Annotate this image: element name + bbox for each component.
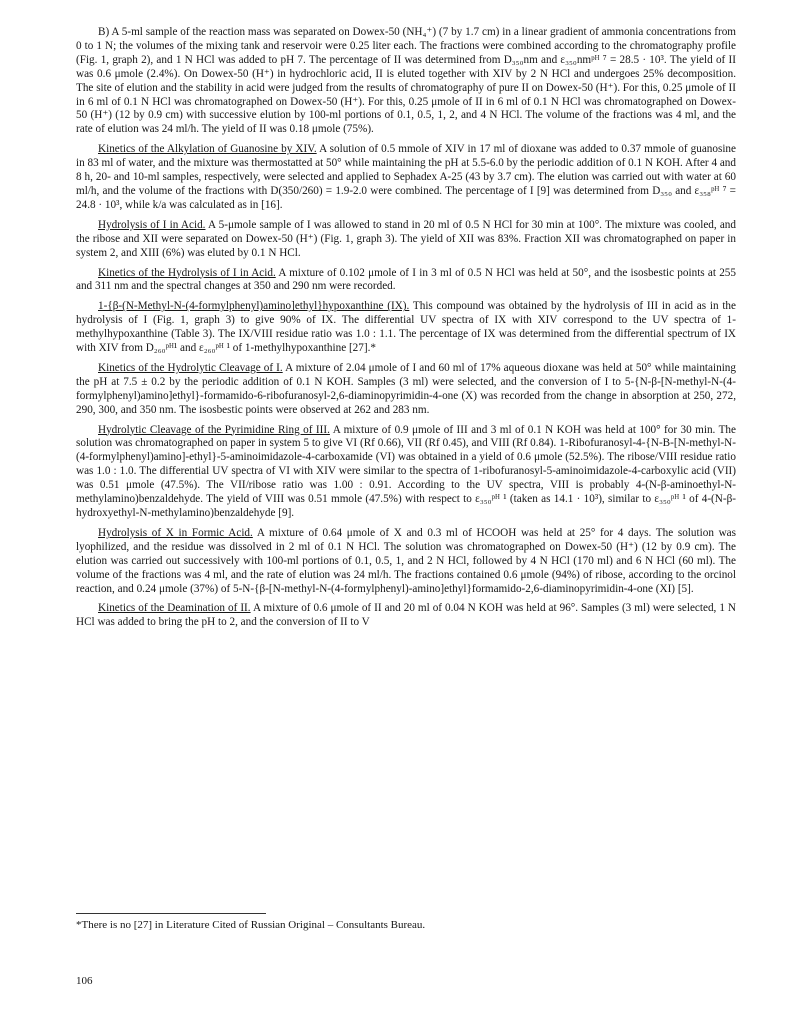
paragraph (76, 26, 736, 137)
paragraph (76, 300, 736, 356)
paragraph (76, 219, 736, 261)
paragraph-text: A 5-μmole sample of I was allowed to stand in 20 ml of 0.5 N HCl for 30 min at 100°. The mixture was cooled, and the ribose and XII were separated on Dowex-50 (H⁺) (Fig. 1, graph 3). The yield of XII was 83%. Fraction XII was chromatographed on paper in system 2, and XIII (6%) was eluted by 0.1 N HCl. (76, 218, 736, 259)
footnote: *There is no [27] in Literature Cited of Russian Original – Consultants Bureau. (76, 919, 426, 931)
paragraph-heading: Kinetics of the Deamination of II. (98, 602, 251, 615)
paragraph-text: A solution of 0.5 mmole of XIV in 17 ml of dioxane was added to 0.37 mmole of guanosine in 83 ml of water, and the mixture was thermostatted at 50° while maintaining the pH at 5.5-6.0 by the periodic addition of 0.1 N KOH. After 4 and 8 h, 20- and 10-ml samples, respectively, were selected and applied to Sephadex A-25 (43 by 3.7 cm). The elution was carried out with water at 60 ml/h, and the volume of the fractions with D(350/260) = 1.9-2.0 were combined. The percentage of I [9] was determined from D₃₅₀ and ε₃₅₈ᵖᴴ ⁷ = 24.8 · 10³, while k/a was calculated as in [16]. (76, 143, 736, 211)
paragraph-text: A mixture of 2.04 μmole of I and 60 ml of 17% aqueous dioxane was held at 50° while maintaining the pH at 7.5 ± 0.2 by the periodic addition of 0.1 N KOH. Samples (3 ml) were selected, and the conversion of I to 5-{N-β-[N-methyl-N-(4-formylphenyl)amino]ethyl}-formamido-6-ribofuranosyl-2,6-diaminopyrimidin-4-one (X) was recorded from the change in absorption at 250, 272, 290, 300, and 350 nm. The isosbestic points were observed at 262 and 283 nm. (76, 361, 736, 416)
paragraph (76, 527, 736, 597)
paragraph-heading: 1-{β-(N-Methyl-N-(4-formylphenyl)amino]ethyl}hypoxanthine (IX). (98, 300, 410, 313)
paragraph-text: A mixture of 0.9 μmole of III and 3 ml of 0.1 N KOH was held at 100° for 30 min. The solution was chromatographed on paper in system 5 to give VI (Rf 0.66), VII (Rf 0.45), and VIII (Rf 0.84). 1-Ribofuranosyl-4-{N-B-[N-methyl-N-(4-formylphenyl)amino]-ethyl}-5-aminoimidazole-4-carboxamide (VI) was obtained in a yield of 0.6 μmole (52.5%). The ribose/VIII residue ratio was 1.0 : 1.0. The differential UV spectra of VI with XIV were similar to the spectra of 1-ribofuranosyl-5-aminoimidazole-4-carboxylic acid (VII) was 0.51 μmole (47.5%). The VII/ribose ratio was 1.00 : 0.91. According to the UV spectra, VIII is probably 4-(N-β-aminoethyl-N-methylamino)benzaldehyde. The yield of VIII was 0.51 mmole (47.5%) with respect to ε₃₅₀ᵖᴴ ¹ (taken as 14.1 · 10³), similar to ε₃₅₀ᵖᴴ ¹ of 4-(N-β-hydroxyethyl-N-methylamino)benzaldehyde [9]. (76, 423, 736, 519)
paragraph-text: B) A 5-ml sample of the reaction mass was separated on Dowex-50 (NH₄⁺) (7 by 1.7 cm) in a linear gradient of ammonia concentrations from 0 to 1 N; the volumes of the mixing tank and reservoir were 0.25 liter each. The fractions were combined according to the chromatography profile (Fig. 1, graph 2), and 1 N HCl was added to pH 7. The percentage of II was determined from D₃₅₀nm and ε₃₅₀nmᵖᴴ ⁷ = 28.5 · 10³. The yield of II was 0.6 μmole (2.4%). On Dowex-50 (H⁺) in hydrochloric acid, II is eluted together with XIV by 2 N HCl and undergoes 25% decomposition. The site of elution and the stability in acid were judged from the results of chromatography of pure II on Dowex-50 (H⁺). For this, 0.25 μmole of II in 6 ml of 0.1 N HCl was chromatographed on Dowex-50 (H⁺). For this, 0.25 μmole of II in 6 ml of 0.1 N HCl was chromatographed on Dowex-50 (H⁺) (12 by 0.9 cm) with successive elution by 100-ml portions of 0.1, 0.5, 1, 2, and 4 N HCl. The volume of the fractions was 4 ml, and the rate of elution was 24 ml/h. The yield of II was 0.18 μmole (75%). (76, 26, 736, 136)
article-body (76, 26, 736, 636)
paragraph-text: A mixture of 0.102 μmole of I in 3 ml of 0.5 N HCl was held at 50°, and the isosbestic points at 255 and 311 nm and the spectral changes at 350 and 290 nm were recorded. (76, 266, 736, 293)
paragraph-heading: Hydrolysis of X in Formic Acid. (98, 526, 253, 539)
paragraph-heading: Kinetics of the Hydrolysis of I in Acid. (98, 266, 276, 279)
page-number: 106 (76, 975, 93, 987)
paragraph (76, 143, 736, 213)
paragraph (76, 424, 736, 521)
paragraph (76, 602, 736, 630)
paragraph-heading: Hydrolytic Cleavage of the Pyrimidine Ring of III. (98, 423, 330, 436)
paragraph (76, 362, 736, 418)
paragraph-heading: Kinetics of the Alkylation of Guanosine by XIV. (98, 143, 317, 156)
paragraph-text: This compound was obtained by the hydrolysis of III in acid as in the hydrolysis of I (Fig. 1, graph 3) to give 90% of IX. The differential UV spectra of IX with XIV correspond to the UV spectra of 1-methylhypoxanthine (Table 3). The IX/VIII residue ratio was 1.0 : 1.1. The percentage of IX was determined from the differential spectrum of IX with XIV from D₂₆₀ᵖᴴ¹ and ε₂₆₀ᵖᴴ ¹ of 1-methylhypoxanthine [27].* (76, 300, 736, 355)
paragraph-text: A mixture of 0.64 μmole of X and 0.3 ml of HCOOH was held at 25° for 4 days. The solution was lyophilized, and the residue was dissolved in 2 ml of 0.1 N HCl. The solution was chromatographed on Dowex-50 (H⁺) (12 by 0.9 cm). The elution was carried out successively with 100-ml portions of 0.1, 0.5, 1, and 2 N HCl, followed by 4 N HCl (170 ml) and 6 N HCl (60 ml). The volume of the fractions was 4 ml, and the rate of elution was 24 ml/h. The fractions contained 0.6 μmole (94%) of ribose, according to the orcinol reaction, and 0.24 μmole (37%) of 5-N-{β-[N-methyl-N-(4-formylphenyl)-amino]ethyl}formamido-2,6-diaminopyrimidin-4-one (XI) [5]. (76, 526, 736, 595)
paragraph-text: A mixture of 0.6 μmole of II and 20 ml of 0.04 N KOH was held at 96°. Samples (3 ml) were selected, 1 N HCl was added to bring the pH to 2, and the conversion of II to V (76, 602, 736, 629)
paragraph-heading: Hydrolysis of I in Acid. (98, 218, 206, 231)
paragraph (76, 267, 736, 295)
paragraph-heading: Kinetics of the Hydrolytic Cleavage of I. (98, 361, 283, 374)
footnote-divider (76, 913, 266, 914)
